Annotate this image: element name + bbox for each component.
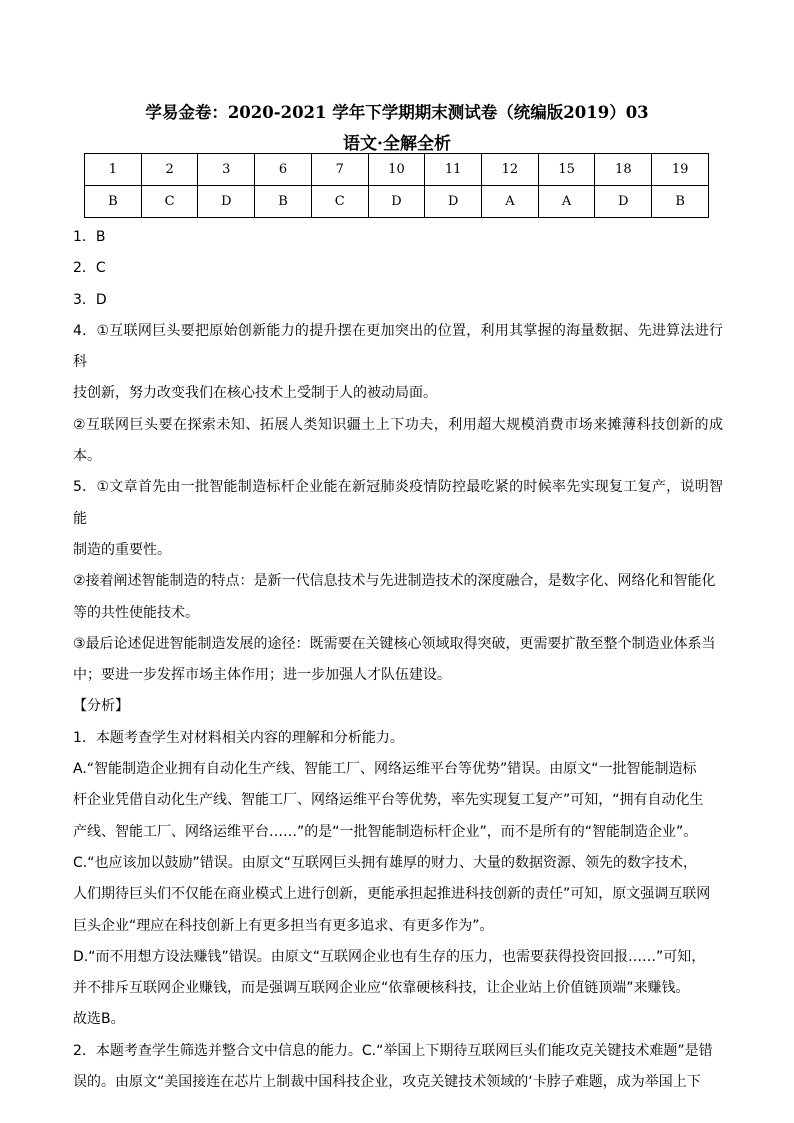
text-line: 产线、智能工厂、网络运维平台……”的是“一批智能制造标杆企业”，而不是所有的“智能制造企业”。 (73, 823, 698, 840)
question-number-cell: 3 (198, 154, 255, 186)
answer-cell: A (538, 186, 595, 218)
answer-cell: A (482, 186, 539, 218)
question-number-cell: 15 (538, 154, 595, 186)
section-heading: 【分析】 (73, 698, 129, 715)
question-number-row (85, 154, 709, 186)
answer-table (84, 153, 709, 218)
text-line: 1．B (73, 229, 106, 245)
text-line: 并不排斥互联网企业赚钱，而是强调互联网企业应“依靠硬核科技，让企业站上价值链顶端”来赚钱。 (73, 980, 690, 997)
text-line: 等的共性使能技术。 (73, 604, 199, 621)
document-title: 学易金卷：2020-2021 学年下学期期末测试卷（统编版2019）03 (145, 103, 649, 122)
answer-cell: D (595, 186, 652, 218)
question-number-cell: 12 (482, 154, 539, 186)
text-line: 2．C (73, 260, 106, 277)
text-line: 1．本题考查学生对材料相关内容的理解和分析能力。 (73, 729, 404, 746)
text-line: 4．①互联网巨头要把原始创新能力的提升摆在更加突出的位置，利用其掌握的海量数据、先进算法进行科 (73, 322, 723, 371)
text-line: C.“也应该加以鼓励”错误。由原文“互联网巨头拥有雄厚的财力、大量的数据资源、领先的数字技术， (73, 854, 697, 871)
question-number-cell: 18 (595, 154, 652, 186)
question-number-cell: 10 (368, 154, 425, 186)
document-subtitle: 语文·全解全析 (343, 134, 451, 154)
text-line: 中；要进一步发挥市场主体作用；进一步加强人才队伍建设。 (73, 667, 451, 684)
answer-cell: D (198, 186, 255, 218)
answer-cell: C (141, 186, 198, 218)
answer-cell: C (311, 186, 368, 218)
text-line: 3．D (73, 291, 107, 308)
text-line: ②互联网巨头要在探索未知、拓展人类知识疆土上下功夫，利用超大规模消费市场来摊薄科技创新的成本。 (73, 416, 723, 465)
text-line: 技创新，努力改变我们在核心技术上受制于人的被动局面。 (73, 385, 437, 402)
answer-cell: D (368, 186, 425, 218)
answer-row (85, 186, 709, 218)
question-number-cell: 1 (85, 154, 142, 186)
answer-cell: B (652, 186, 709, 218)
text-line: ②接着阐述智能制造的特点：是新一代信息技术与先进制造技术的深度融合，是数字化、网络化和智能化 (73, 573, 716, 590)
answer-cell: D (425, 186, 482, 218)
question-number-cell: 19 (652, 154, 709, 186)
answer-explanation-body (73, 222, 723, 1098)
question-number-cell: 7 (311, 154, 368, 186)
text-line: 巨头企业“理应在科技创新上有更多担当有更多追求、有更多作为”。 (73, 917, 494, 934)
text-line: A.“智能制造企业拥有自动化生产线、智能工厂、网络运维平台等优势”错误。由原文“一批智能制造标 (73, 761, 697, 778)
question-number-cell: 6 (255, 154, 312, 186)
answer-cell: B (255, 186, 312, 218)
text-line: 制造的重要性。 (73, 541, 171, 558)
question-number-cell: 11 (425, 154, 482, 186)
answer-cell: B (85, 186, 142, 218)
question-number-cell: 2 (141, 154, 198, 186)
text-line: 人们期待巨头们不仅能在商业模式上进行创新，更能承担起推进科技创新的责任”可知，原文强调互联网 (73, 886, 711, 903)
text-line: ③最后论述促进智能制造发展的途径：既需要在关键核心领域取得突破，更需要扩散至整个制造业体系当 (73, 635, 716, 652)
text-line: 杆企业凭借自动化生产线、智能工厂、网络运维平台等优势，率先实现复工复产”可知，“拥有自动化生 (73, 792, 704, 809)
text-line: 误的。由原文“美国接连在芯片上制裁中国科技企业，攻克关键技术领域的‘卡脖子难题，成为举国上下 (73, 1074, 701, 1091)
text-line: 2．本题考查学生筛选并整合文中信息的能力。C.“举国上下期待互联网巨头们能攻克关键技术难题”是错 (73, 1042, 713, 1059)
text-line: 故选B。 (73, 1011, 125, 1028)
text-line: D.“而不用想方设法赚钱”错误。由原文“互联网企业也有生存的压力，也需要获得投资回报……”可知， (73, 948, 706, 965)
text-line: 5．①文章首先由一批智能制造标杆企业能在新冠肺炎疫情防控最吃紧的时候率先实现复工复产，说明智能 (73, 479, 723, 527)
